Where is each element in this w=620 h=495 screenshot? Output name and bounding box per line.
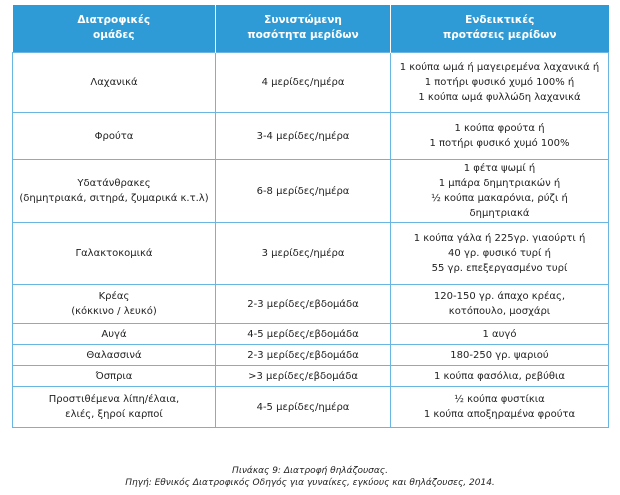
cell-line: Προστιθέμενα λίπη/έλαια, <box>48 394 180 405</box>
table-row <box>13 223 609 285</box>
table-source: Πηγή: Εθνικός Διατροφικός Οδηγός για γυναίκες, εγκύους και θηλάζουσες, 2014. <box>125 478 495 488</box>
cell-food-group <box>13 160 216 223</box>
cell-line: 1 κούπα ωμά φυλλώδη λαχανικά <box>418 92 581 103</box>
cell-serving-examples <box>391 324 609 345</box>
cell-food-group <box>13 345 216 366</box>
cell-line: 1 κούπα γάλα ή 225γρ. γιαούρτι ή <box>413 233 586 244</box>
cell-line: ½ κούπα μακαρόνια, ρύζι ή <box>431 193 568 204</box>
header-food-groups: Διατροφικές ομάδες <box>13 5 216 53</box>
cell-line: (κόκκινο / λευκό) <box>71 306 157 317</box>
cell-line: 180-250 γρ. ψαριού <box>450 349 549 361</box>
cell-recommended-amount: >3 μερίδες/εβδομάδα <box>216 366 391 387</box>
cell-serving-examples <box>391 160 609 223</box>
nutrition-table <box>12 5 609 428</box>
cell-line: Υδατάνθρακες <box>77 178 151 189</box>
cell-line: Λαχανικά <box>90 77 138 88</box>
cell-serving-examples <box>391 387 609 428</box>
cell-recommended-amount: 2-3 μερίδες/εβδομάδα <box>216 345 391 366</box>
cell-recommended-amount: 4-5 μερίδες/εβδομάδα <box>216 324 391 345</box>
cell-line: 55 γρ. επεξεργασμένο τυρί <box>431 263 568 274</box>
cell-recommended-amount: 4-5 μερίδες/ημέρα <box>216 387 391 428</box>
cell-food-group <box>13 387 216 428</box>
cell-line: 120-150 γρ. άπαχο κρέας, <box>433 291 566 302</box>
table-row <box>13 366 609 387</box>
cell-line: Αυγά <box>101 328 127 340</box>
cell-recommended-amount: 2-3 μερίδες/εβδομάδα <box>216 285 391 324</box>
table-row <box>13 285 609 324</box>
cell-food-group <box>13 53 216 113</box>
cell-serving-examples <box>391 113 609 160</box>
cell-line: 1 αυγό <box>482 328 517 340</box>
cell-line: ελιές, ξηροί καρποί <box>65 409 163 420</box>
cell-line: ½ κούπα φυστίκια <box>454 394 545 405</box>
cell-line: Θαλασσινά <box>86 349 142 361</box>
table-row <box>13 324 609 345</box>
cell-line: 40 γρ. φυσικό τυρί ή <box>448 248 551 259</box>
cell-line: 1 κούπα φασόλια, ρεβύθια <box>433 370 566 382</box>
cell-line: 1 κούπα ωμά ή μαγειρεμένα λαχανικά ή <box>399 62 600 73</box>
cell-serving-examples <box>391 366 609 387</box>
cell-recommended-amount: 4 μερίδες/ημέρα <box>216 53 391 113</box>
cell-food-group <box>13 223 216 285</box>
cell-line: 1 μπάρα δημητριακών ή <box>438 178 561 189</box>
cell-line: 1 ποτήρι φυσικό χυμό 100% <box>429 138 570 149</box>
cell-line: 1 κούπα αποξηραμένα φρούτα <box>423 409 576 420</box>
table-row <box>13 160 609 223</box>
cell-recommended-amount: 3 μερίδες/ημέρα <box>216 223 391 285</box>
table-caption: Πινάκας 9: Διατροφή θηλάζουσας. <box>232 466 388 476</box>
cell-line: Γαλακτοκομικά <box>75 248 153 259</box>
cell-line: 1 φέτα ψωμί ή <box>463 163 536 174</box>
cell-line: κοτόπουλο, μοσχάρι <box>448 306 551 317</box>
cell-food-group <box>13 285 216 324</box>
cell-line: Όσπρια <box>95 370 133 382</box>
table-row <box>13 113 609 160</box>
header-recommended-servings: Συνιστώμενη ποσότητα μερίδων <box>216 5 391 53</box>
cell-line: Φρούτα <box>94 130 134 142</box>
cell-line: (δημητριακά, σιτηρά, ζυμαρικά κ.τ.λ) <box>19 193 209 204</box>
cell-food-group <box>13 366 216 387</box>
cell-line: 1 κούπα φρούτα ή <box>454 123 545 134</box>
cell-line: Κρέας <box>98 291 130 302</box>
table-row <box>13 387 609 428</box>
nutrition-table-container <box>12 5 608 428</box>
cell-serving-examples <box>391 223 609 285</box>
table-row <box>13 345 609 366</box>
cell-food-group <box>13 324 216 345</box>
cell-serving-examples <box>391 345 609 366</box>
cell-recommended-amount: 3-4 μερίδες/ημέρα <box>216 113 391 160</box>
header-serving-suggestions: Ενδεικτικές προτάσεις μερίδων <box>391 5 609 53</box>
cell-food-group <box>13 113 216 160</box>
cell-serving-examples <box>391 285 609 324</box>
cell-line: 1 ποτήρι φυσικό χυμό 100% ή <box>424 77 575 88</box>
table-row <box>13 53 609 113</box>
cell-serving-examples <box>391 53 609 113</box>
cell-recommended-amount: 6-8 μερίδες/ημέρα <box>216 160 391 223</box>
cell-line: δημητριακά <box>469 208 530 219</box>
table-header-row <box>13 5 609 53</box>
